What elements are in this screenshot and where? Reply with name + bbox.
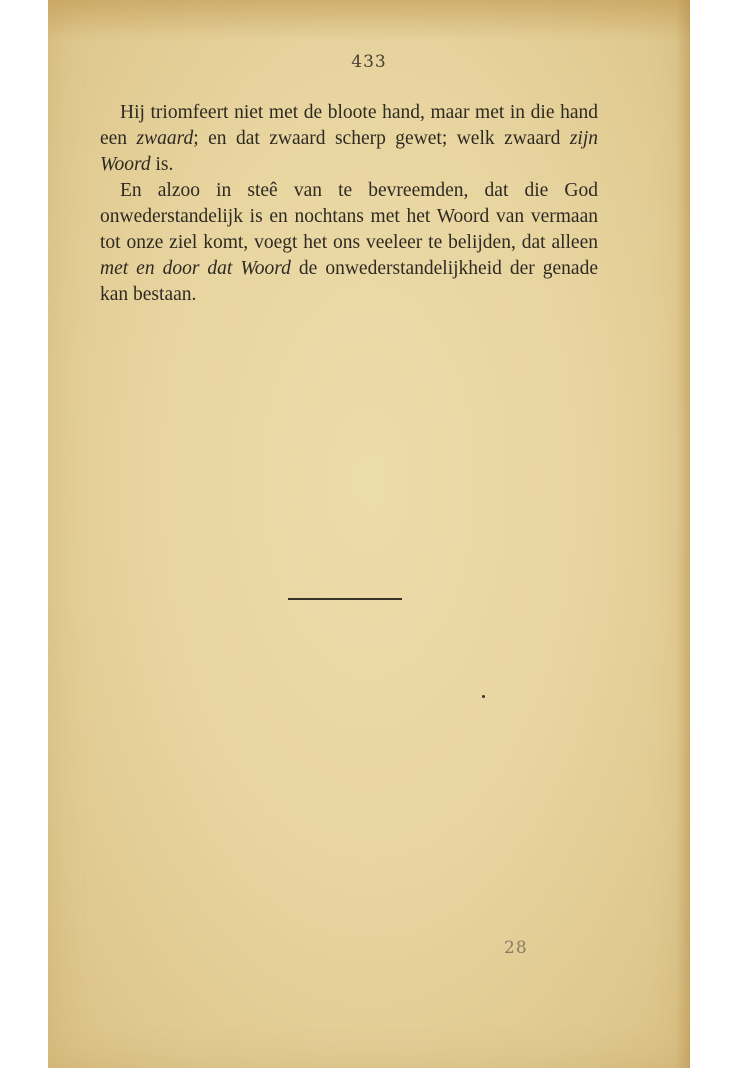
page-number: 433 (351, 52, 387, 72)
text-segment: Hij triomfeert niet met de bloote hand, maar met in die hand een (100, 102, 598, 149)
body-text (100, 100, 598, 308)
text-segment: is. (150, 154, 174, 175)
text-segment: de onwederstandelijkheid der genade kan bestaan. (100, 258, 598, 305)
italic-segment: met en door dat Woord (100, 258, 291, 279)
text-segment: En alzoo in steê van te bevreemden, dat die God onwederstandelijk is en nochtans met het Woord van vermaan tot onze ziel komt, voegt het ons veeleer te belijden, dat alleen (100, 180, 598, 253)
signature-mark: 28 (504, 938, 528, 958)
text-segment: ; en dat zwaard scherp gewet; welk zwaard (193, 128, 570, 149)
italic-segment: zwaard (136, 128, 194, 149)
ink-speck (482, 695, 485, 698)
paragraph-2 (100, 178, 598, 308)
italic-segment: zijn Woord (100, 128, 598, 175)
paragraph-1 (100, 100, 598, 178)
section-divider (288, 598, 402, 600)
book-page (48, 0, 690, 1068)
